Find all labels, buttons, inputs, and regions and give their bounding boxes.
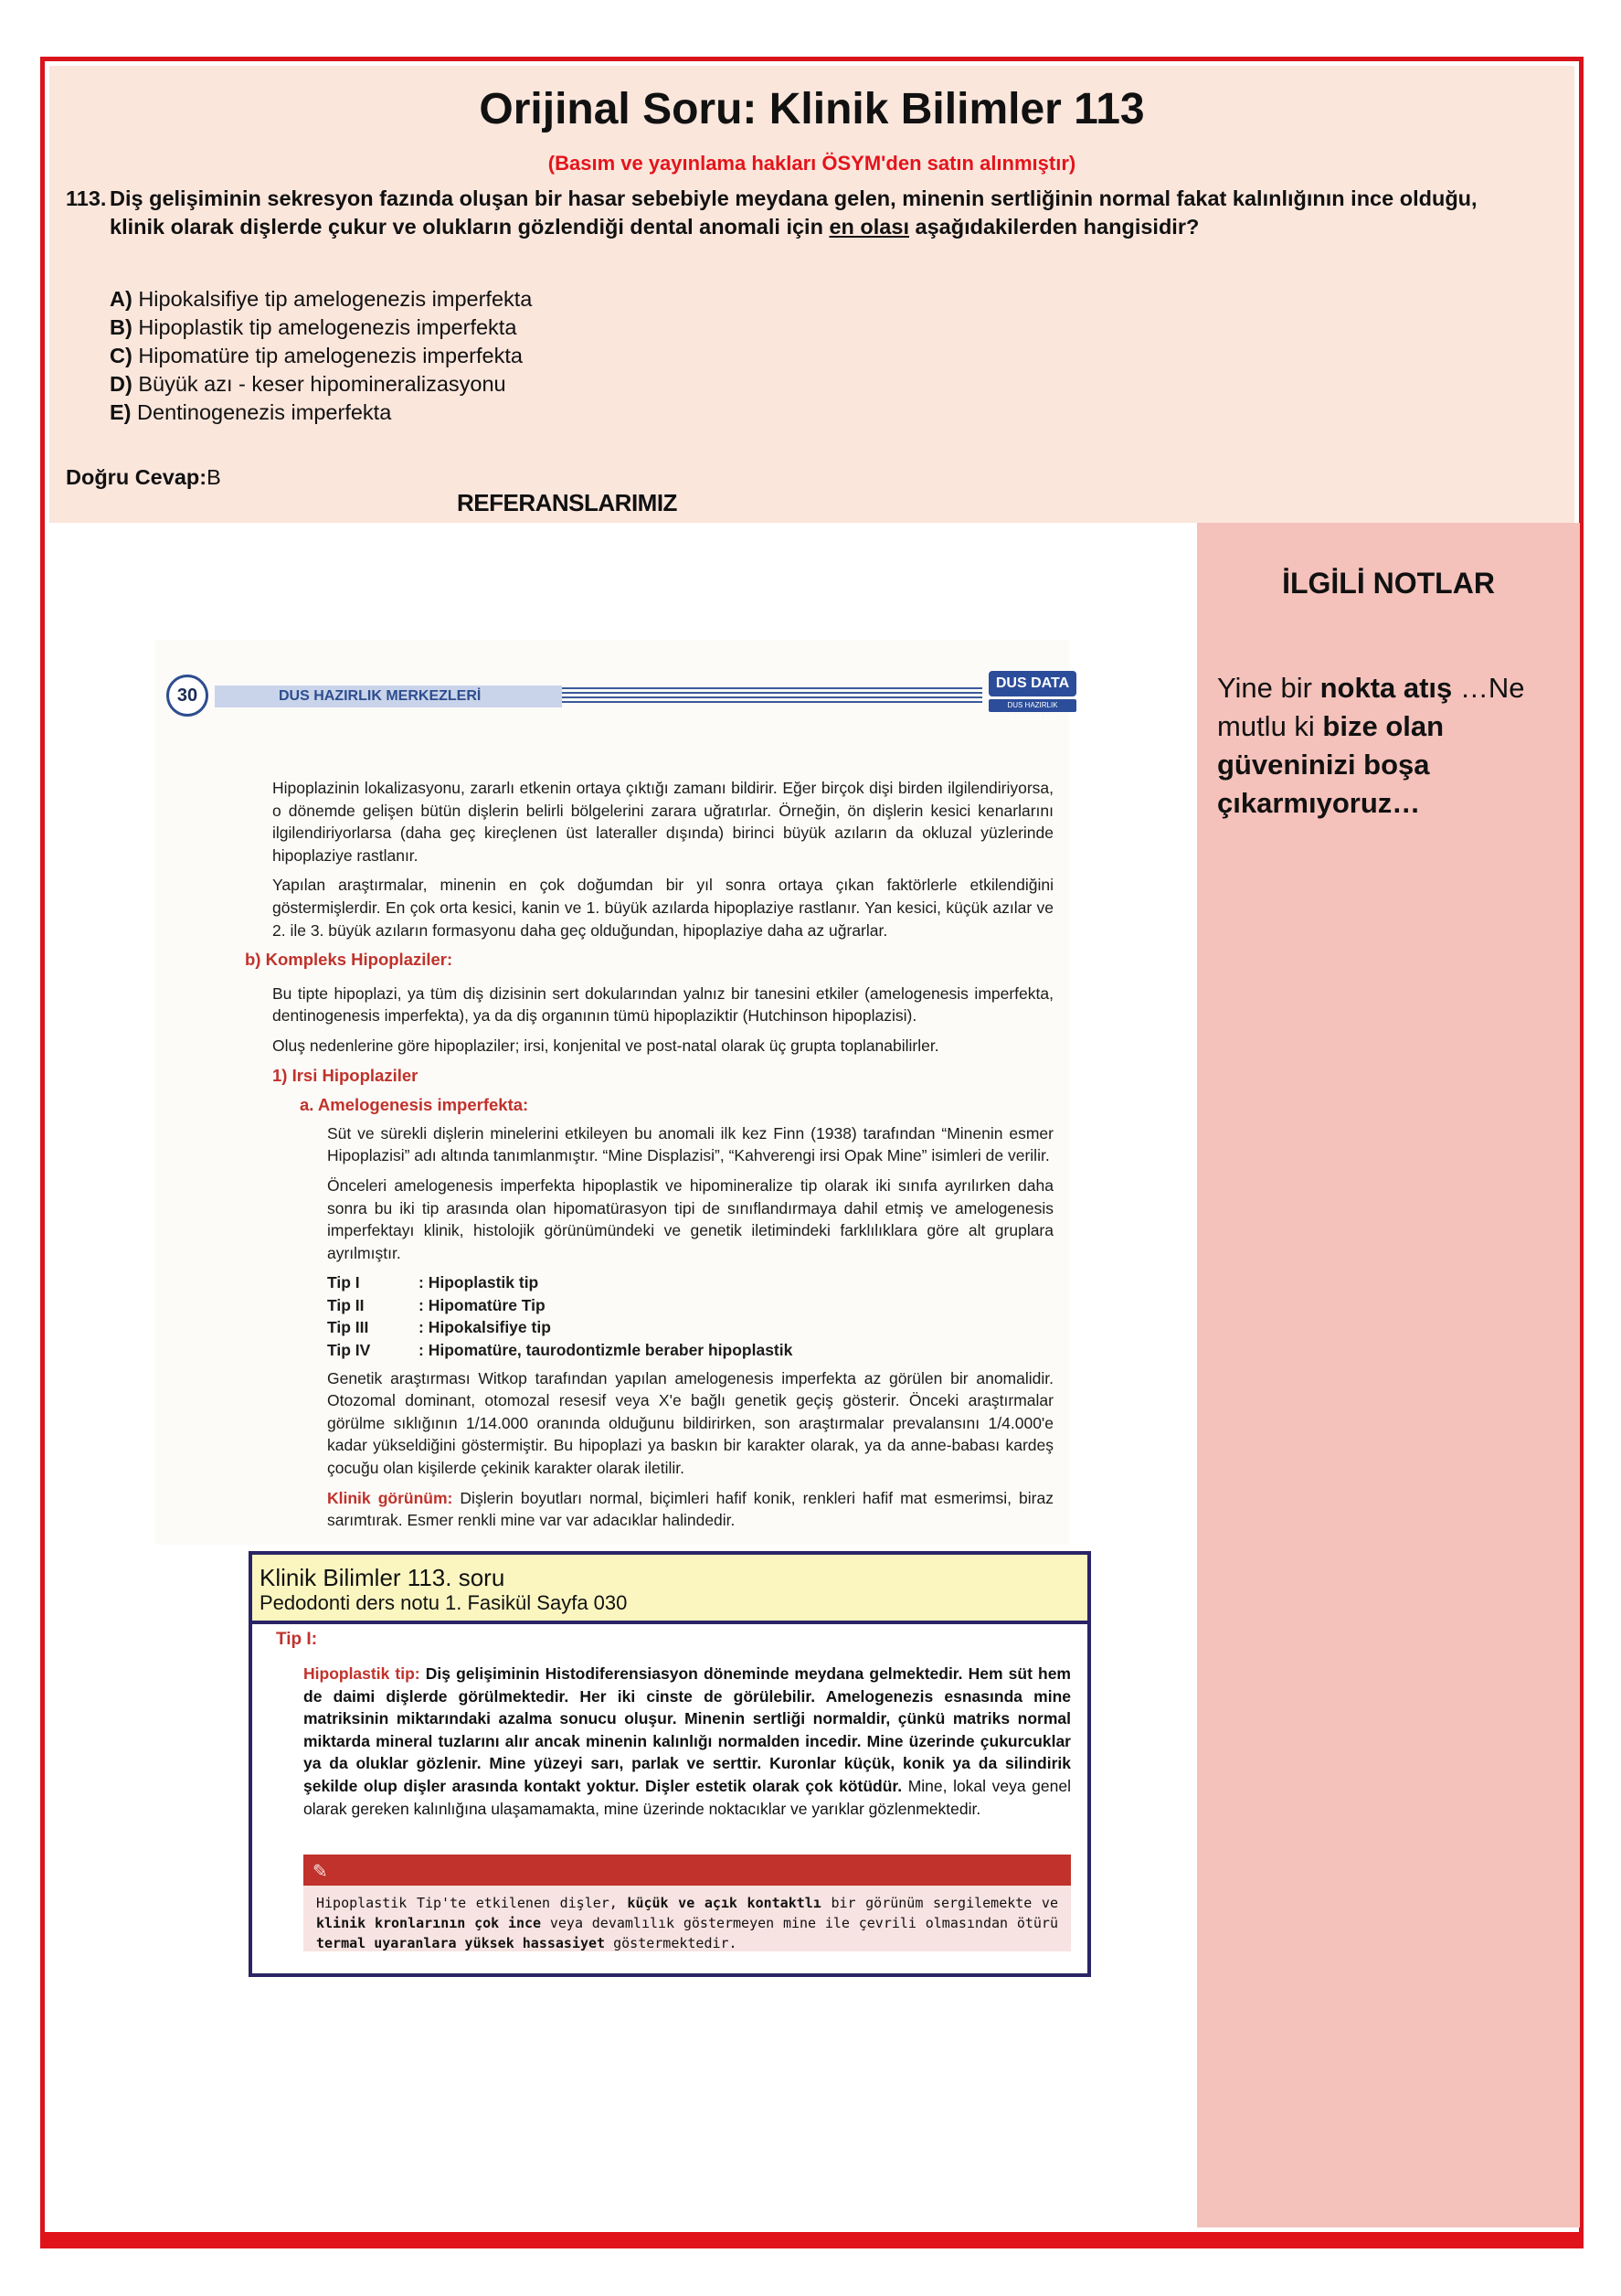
notes-body [1217,669,1564,823]
related-notes-panel [1197,523,1580,2227]
question-text-end: aşağıdakilerden hangisidir? [908,215,1200,239]
answer-options [110,285,532,427]
pen-icon: ✎ [313,1862,328,1882]
reference-page-header [155,667,1069,722]
header-band: DUS HAZIRLIK MERKEZLERİ [215,686,562,707]
caption-line1: Klinik Bilimler 113. soru [260,1564,505,1591]
snippet-label: Hipoplastik tip: [303,1664,420,1683]
note-bar [303,1855,1071,1886]
answer-label: Doğru Cevap: [66,465,207,489]
notes-bold: bize olan güveninizi boşa çıkarmıyoruz… [1217,710,1445,819]
logo-text: DUS DATA [989,671,1076,696]
type-row [327,1316,1069,1339]
caption-line2: Pedodonti ders notu 1. Fasikül Sayfa 030 [260,1591,628,1614]
logo-subtitle: DUS HAZIRLIK MERKEZLERİ [989,699,1076,712]
type-value: : Hipomatüre, taurodontizmle beraber hipoplastik [418,1341,793,1360]
snippet-body [303,1663,1071,1820]
option-c[interactable] [110,342,532,370]
type-key: Tip I [327,1273,360,1292]
dus-data-logo [978,671,1078,722]
snippet-note [303,1886,1071,1951]
option-text: Hipoplastik tip amelogenezis imperfekta [138,315,517,339]
header-lines [562,687,982,706]
correct-answer [66,465,221,490]
reference-page-text [155,777,1069,1530]
snippet-plain-text: Mine, lokal veya genel olarak gereken kalınlığına ulaşamamakta, mine üzerinde noktacıklar ve yarıklar gözlenmektedir. [303,1776,1071,1818]
type-row [327,1339,1069,1362]
ref-paragraph-clinical [327,1487,1054,1530]
option-letter: B) [110,315,132,339]
rights-notice: (Basım ve yayınlama hakları ÖSYM'den satın alınmıştır) [547,152,1076,175]
reference-caption [249,1551,1091,1624]
question-text-part: Diş gelişiminin sekresyon fazında oluşan bir hasar sebebiyle meydana gelen, minenin sertliğinin normal fakat kalınlığının ince olduğu, klinik olarak dişlerde çukur ve olukların gözlendiği dental anomali için [110,186,1478,239]
note-text: göstermektedir. [605,1935,737,1951]
reference-page-image [155,640,1069,1545]
ref-paragraph: Yapılan araştırmalar, minenin en çok doğumdan bir yıl sonra ortaya çıkan faktörlerle etkilendiğini göstermişlerdir. En çok orta kesici, kanin ve 1. büyük azılarda hipoplaziye rastlanır. Yan kesici, küçük azılar ve 2. ile 3. büyük azıların formasyonu daha geç olduğundan, hipoplaziye daha az uğrarlar. [272,876,1054,940]
question-text [66,185,1537,241]
notes-text: Yine bir [1217,672,1320,704]
option-letter: A) [110,287,132,311]
type-key: Tip II [327,1295,365,1314]
type-value: : Hipokalsifiye tip [418,1318,551,1337]
question-block [66,185,1537,241]
note-bold: klinik kronlarının çok ince [316,1915,542,1931]
option-letter: C) [110,344,132,367]
type-row [327,1271,1069,1294]
answer-value: B [207,465,221,489]
type-row [327,1294,1069,1317]
snippet-heading: Tip I: [276,1630,318,1649]
type-key: Tip III [327,1318,369,1337]
note-text: bir görünüm sergilemekte ve [821,1895,1058,1911]
clinical-text: Dişlerin boyutları normal, biçimleri hafif konik, renkleri hafif mat esmerimsi, biraz sarımtırak. Esmer renkli mine var var adacıklar halindedir. [327,1488,1054,1530]
type-list [327,1271,1069,1361]
ref-paragraph: Oluş nedenlerine göre hipoplaziler; irsi, konjenital ve post-natal olarak üç grupta toplanabilirler. [272,1036,939,1055]
note-text: veya devamlılık göstermeyen mine ile çevrili olmasından ötürü [541,1915,1058,1931]
option-letter: D) [110,372,132,396]
option-text: Büyük azı - keser hipomineralizasyonu [138,372,506,396]
references-title: REFERANSLARIMIZ [457,489,677,516]
page-title: Orijinal Soru: Klinik Bilimler 113 [479,85,1145,133]
ref-paragraph: Hipoplazinin lokalizasyonu, zararlı etkenin ortaya çıktığı zamanı bildirir. Eğer birçok dişi birden ilgilendiriyorsa, o dönemde gelişen bütün dişlerin belirli bölgelerini zarara uğratırlar. Örneğin, ön dişlerin kesici kenarlarını ilgilendiriyorlarsa (daha geç kireçlenen üst lateraller dışında) birinci büyük azıların da okluzal yüzlerinde hipoplaziye rastlanır. [272,779,1054,865]
note-bold: küçük ve açık kontaktlı [627,1895,821,1911]
option-a[interactable] [110,285,532,314]
notes-title: İLGİLİ NOTLAR [1282,567,1495,600]
ref-heading: a. Amelogenesis imperfekta: [300,1095,529,1115]
ref-heading: b) Kompleks Hipoplaziler: [245,950,453,970]
option-text: Hipomatüre tip amelogenezis imperfekta [138,344,523,367]
type-value: : Hipoplastik tip [418,1273,539,1292]
ref-paragraph: Genetik araştırması Witkop tarafından yapılan amelogenesis imperfekta az görülen bir anomalidir. Otozomal dominant, otomozal resesif veya X'e bağlı genetik geçiş gösterir. Önceki araştırmalar görülme sıklığının 1/14.000 oranında olduğunu bildirirken, son araştırmalar prevalansını 1/4.000'e kadar yükseldiğini göstermiştir. Bu hipoplazi ya baskın bir karakter olarak, ya da anne-babası kardeş çocuğu olan kişilerde çekinik karakter olarak iletilir. [327,1368,1054,1478]
ref-paragraph: Bu tipte hipoplazi, ya tüm diş dizisinin sert dokularından yalnız bir tanesini etkiler (amelogenesis imperfekta, dentinogenesis imperfekta), ya da diş organının tümü hipoplaziktir (Hutchinson hipoplazisi). [272,983,1054,1026]
ref-heading: 1) Irsi Hipoplaziler [272,1065,418,1085]
type-key: Tip IV [327,1341,371,1360]
option-e[interactable] [110,399,532,427]
notes-bold: nokta atış [1319,672,1453,704]
reference-snippet [249,1624,1091,1977]
option-letter: E) [110,400,132,424]
option-text: Dentinogenezis imperfekta [137,400,392,424]
notes-text: …Ne mutlu ki [1217,672,1525,742]
question-panel [49,66,1574,523]
bottom-bar [40,2232,1584,2248]
question-number: 113. [66,186,107,210]
option-d[interactable] [110,370,532,399]
snippet-bold-text: Diş gelişiminin Histodiferensiasyon döneminde meydana gelmektedir. Hem süt hem de daimi dişlerde görülmektedir. Her iki cinste de görülebilir. Amelogenezis esnasında mine matriksinin miktarındaki azalma sonucu oluşur. Minenin sertliği normaldir, çünkü matriks normal miktarda mineral tuzlarını alır ancak minenin kalınlığı normalden incedir. Mine üzerinde çukurcuklar ya da oluklar gözlenir. Mine yüzeyi sarı, parlak ve serttir. Kuronlar küçük, konik ya da silindirik şekilde olup dişler arasında kontakt yoktur. Dişler estetik olarak çok kötüdür. [303,1664,1071,1795]
clinical-label: Klinik görünüm: [327,1488,453,1507]
option-b[interactable] [110,314,532,342]
ref-paragraph: Önceleri amelogenesis imperfekta hipoplastik ve hipomineralize tip olarak iki sınıfa ayrılırken daha sonra bu iki tip arasında olan hipomatürasyon tipi de sınıflandırmaya dahil etmiş ve amelogenesis imperfektayı klinik, histolojik görünümündeki ve genetik iletimindeki farklılıklara göre alt gruplara ayrılmıştır. [327,1175,1054,1262]
page-number: 30 [166,675,208,717]
note-text: Hipoplastik Tip'te etkilenen dişler, [316,1895,628,1911]
type-value: : Hipomatüre Tip [418,1295,546,1314]
option-text: Hipokalsifiye tip amelogenezis imperfekta [138,287,533,311]
question-underlined: en olası [829,215,909,239]
ref-paragraph: Süt ve sürekli dişlerin minelerini etkileyen bu anomali ilk kez Finn (1938) tarafından “Minenin esmer Hipoplazisi” adı altında tanımlanmıştır. “Mine Displazisi”, “Kahverengi irsi Opak Mine” isimleri de verilir. [327,1123,1054,1165]
note-bold: termal uyaranlara yüksek hassasiyet [316,1935,606,1951]
